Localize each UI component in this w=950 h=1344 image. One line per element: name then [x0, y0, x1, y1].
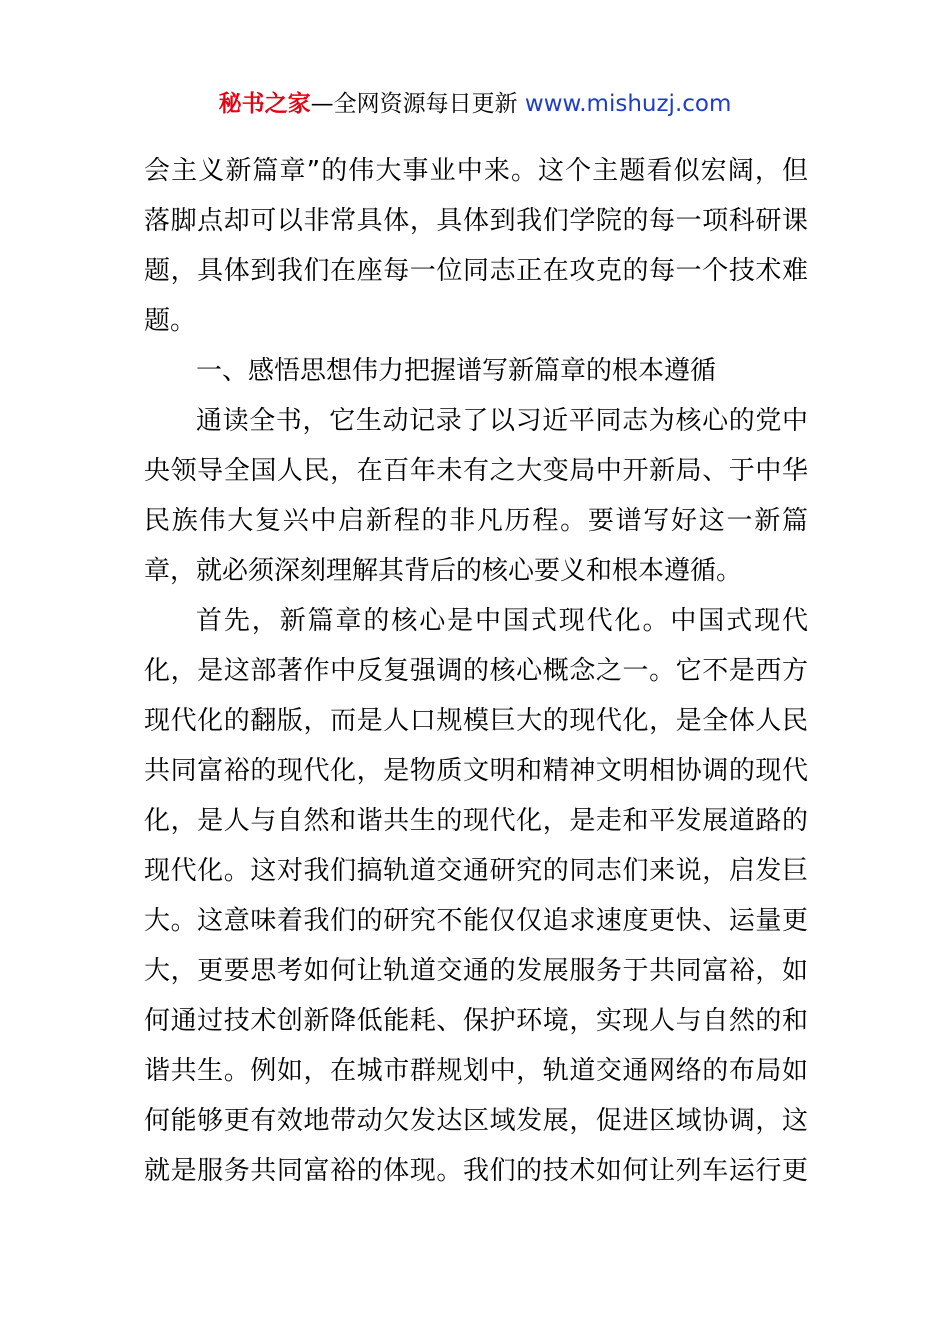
body-line: 央领导全国人民，在百年未有之大变局中开新局、于中华 [144, 456, 808, 486]
body-line: 谐共生。例如，在城市群规划中，轨道交通网络的布局如 [144, 1056, 808, 1086]
section-heading: 一、感悟思想伟力把握谱写新篇章的根本遵循 [196, 356, 717, 386]
document-body [144, 146, 808, 1196]
body-line: 题。 [144, 306, 197, 336]
body-line: 题，具体到我们在座每一位同志正在攻克的每一个技术难 [144, 256, 808, 286]
body-line: 现代化的翻版，而是人口规模巨大的现代化，是全体人民 [144, 706, 808, 736]
body-line: 通读全书，它生动记录了以习近平同志为核心的党中 [196, 406, 808, 436]
body-line: 何通过技术创新降低能耗、保护环境，实现人与自然的和 [144, 1006, 808, 1036]
body-line: 何能够更有效地带动欠发达区域发展，促进区域协调，这 [144, 1106, 808, 1136]
body-line: 大。这意味着我们的研究不能仅仅追求速度更快、运量更 [144, 906, 808, 936]
body-line: 章，就必须深刻理解其背后的核心要义和根本遵循。 [144, 556, 743, 586]
body-line: 共同富裕的现代化，是物质文明和精神文明相协调的现代 [144, 756, 808, 786]
body-line: 民族伟大复兴中启新程的非凡历程。要谱写好这一新篇 [144, 506, 808, 536]
body-line: 落脚点却可以非常具体，具体到我们学院的每一项科研课 [144, 206, 808, 236]
header-site-link[interactable]: www.mishuzj.com [524, 91, 732, 117]
body-line: 化，是这部著作中反复强调的核心概念之一。它不是西方 [144, 656, 808, 686]
page-header [0, 86, 950, 122]
body-line: 就是服务共同富裕的体现。我们的技术如何让列车运行更 [144, 1156, 808, 1186]
body-line: 现代化。这对我们搞轨道交通研究的同志们来说，启发巨 [144, 856, 808, 886]
header-brand: 秘书之家 [218, 91, 311, 117]
body-line: 会主义新篇章”的伟大事业中来。这个主题看似宏阔，但 [144, 156, 808, 186]
body-line: 大，更要思考如何让轨道交通的发展服务于共同富裕，如 [144, 956, 808, 986]
header-tagline: —全网资源每日更新 [310, 91, 518, 117]
body-line: 首先，新篇章的核心是中国式现代化。中国式现代 [196, 606, 808, 636]
body-line: 化，是人与自然和谐共生的现代化，是走和平发展道路的 [144, 806, 808, 836]
